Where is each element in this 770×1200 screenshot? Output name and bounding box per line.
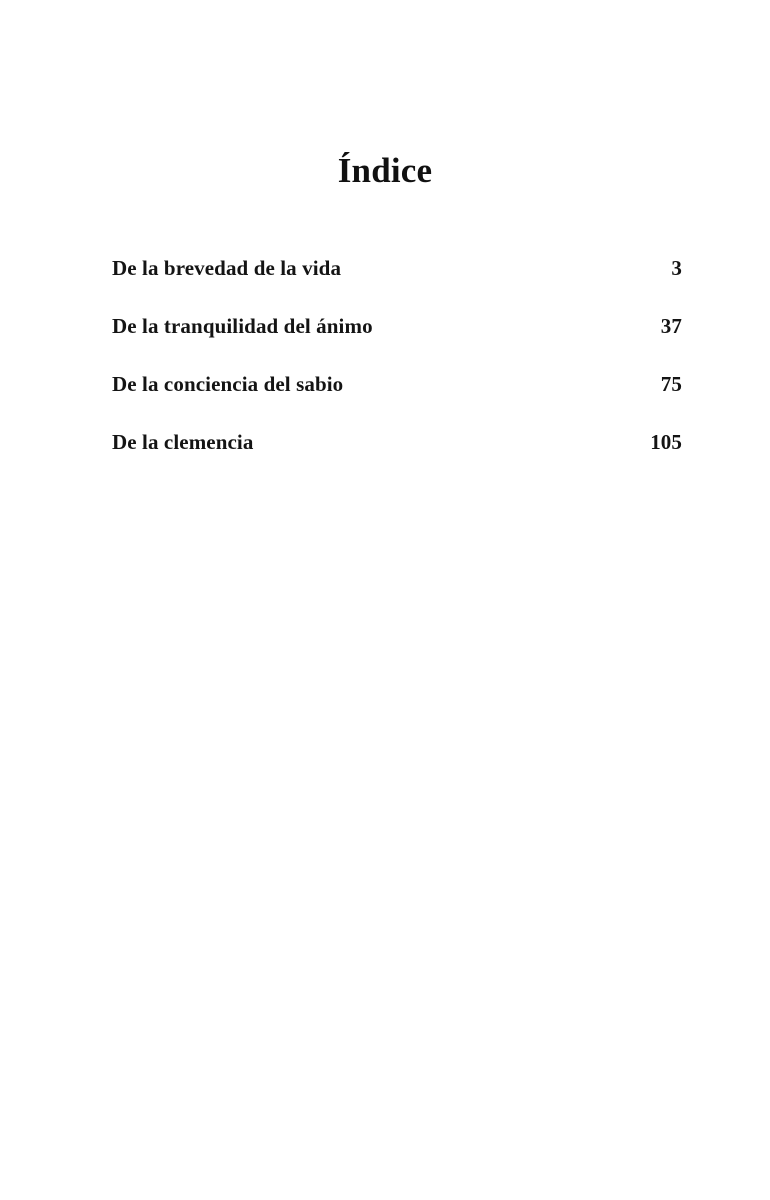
toc-entry-title: De la conciencia del sabio bbox=[112, 372, 344, 396]
toc-entry-title: De la brevedad de la vida bbox=[112, 256, 342, 280]
list-item[interactable] bbox=[112, 314, 682, 372]
page-title: Índice bbox=[337, 151, 433, 191]
list-item[interactable] bbox=[112, 430, 682, 488]
list-item[interactable] bbox=[112, 256, 682, 314]
toc-entry-page: 105 bbox=[650, 430, 682, 454]
toc-entry-page: 75 bbox=[660, 372, 682, 396]
toc-entry-title: De la clemencia bbox=[112, 430, 254, 454]
toc-entry-page: 3 bbox=[671, 256, 682, 280]
toc-entry-page: 37 bbox=[660, 314, 682, 338]
table-of-contents bbox=[112, 256, 682, 488]
list-item[interactable] bbox=[112, 372, 682, 430]
toc-entry-title: De la tranquilidad del ánimo bbox=[112, 314, 373, 338]
